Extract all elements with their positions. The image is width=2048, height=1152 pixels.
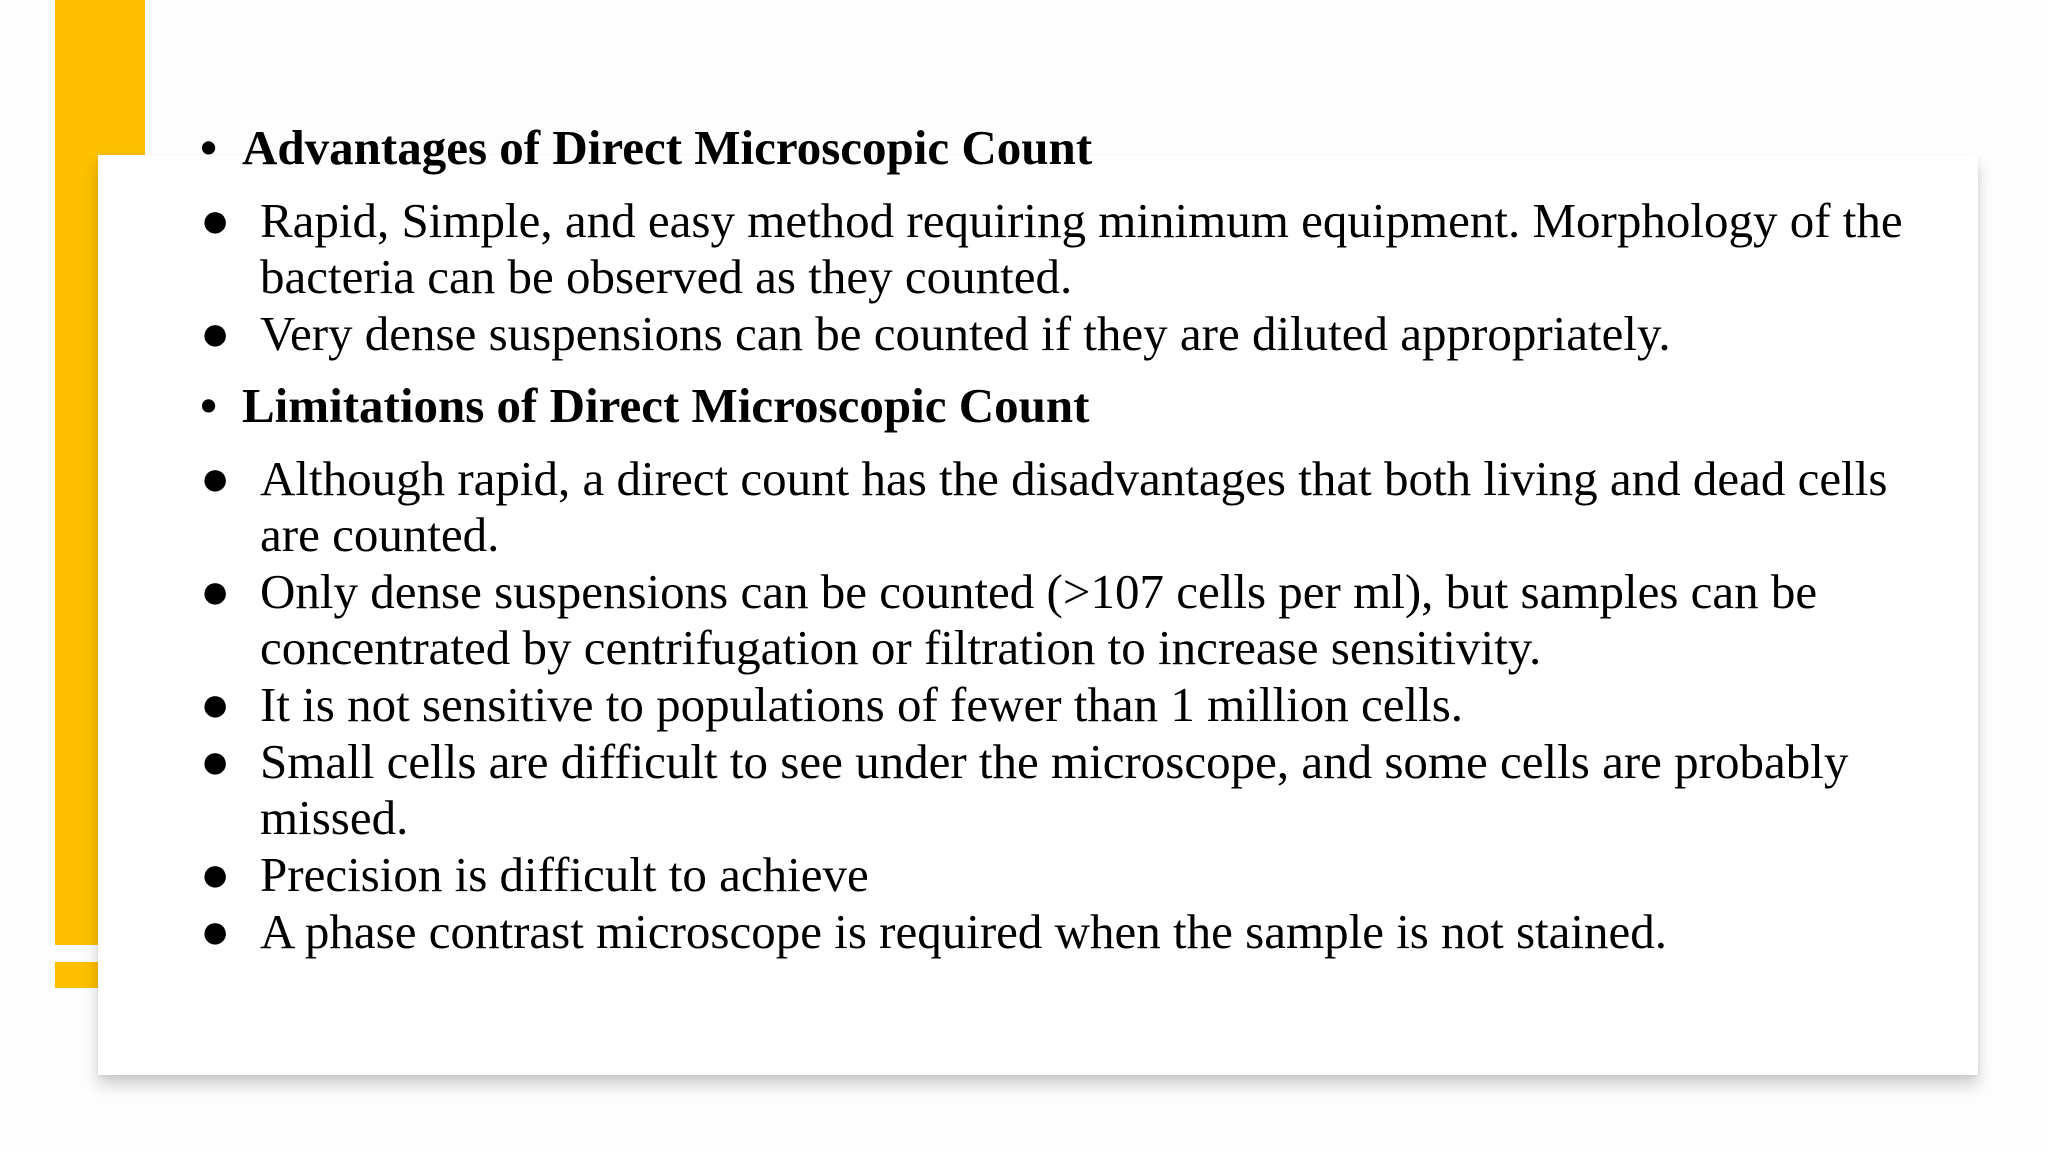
list-item-text: A phase contrast microscope is required when the sample is not stained. — [260, 904, 1668, 959]
list-item-text: Rapid, Simple, and easy method requiring minimum equipment. Morphology of the bacteria can be observed as they counted. — [260, 193, 1903, 304]
bullet-icon: ● — [200, 192, 231, 248]
list-item — [200, 305, 1920, 362]
list-item — [200, 846, 1920, 903]
list-item — [200, 563, 1920, 676]
list-item — [200, 903, 1920, 960]
list-item — [200, 733, 1920, 846]
accent-bar-side — [55, 155, 98, 945]
list-item-text: Only dense suspensions can be counted (>107 cells per ml), but samples can be concentrated by centrifugation or filtration to increase sensitivity. — [260, 564, 1818, 675]
list-item — [200, 192, 1920, 305]
list-item-text: Small cells are difficult to see under the microscope, and some cells are probably missed. — [260, 734, 1849, 845]
section-heading-advantages — [200, 118, 1920, 178]
list-item — [200, 450, 1920, 563]
bullet-icon: • — [200, 378, 218, 433]
bullet-icon: ● — [200, 733, 231, 789]
accent-bar-small — [55, 962, 98, 988]
bullet-icon: ● — [200, 305, 231, 361]
list-item-text: It is not sensitive to populations of fewer than 1 million cells. — [260, 677, 1464, 732]
heading-text: Advantages of Direct Microscopic Count — [242, 120, 1093, 175]
list-item-text: Very dense suspensions can be counted if they are diluted appropriately. — [260, 306, 1671, 361]
bullet-icon: ● — [200, 846, 231, 902]
bullet-icon: • — [200, 120, 218, 175]
bullet-text-block — [200, 118, 1920, 960]
bullet-icon: ● — [200, 563, 231, 619]
list-item-text: Although rapid, a direct count has the disadvantages that both living and dead cells are counted. — [260, 451, 1888, 562]
list-item-text: Precision is difficult to achieve — [260, 847, 869, 902]
section-gap — [200, 362, 1920, 376]
list-item — [200, 676, 1920, 733]
bullet-icon: ● — [200, 903, 231, 959]
bullet-icon: ● — [200, 450, 231, 506]
heading-text: Limitations of Direct Microscopic Count — [242, 378, 1090, 433]
bullet-icon: ● — [200, 676, 231, 732]
accent-bar-top — [55, 0, 145, 155]
section-heading-limitations — [200, 376, 1920, 436]
